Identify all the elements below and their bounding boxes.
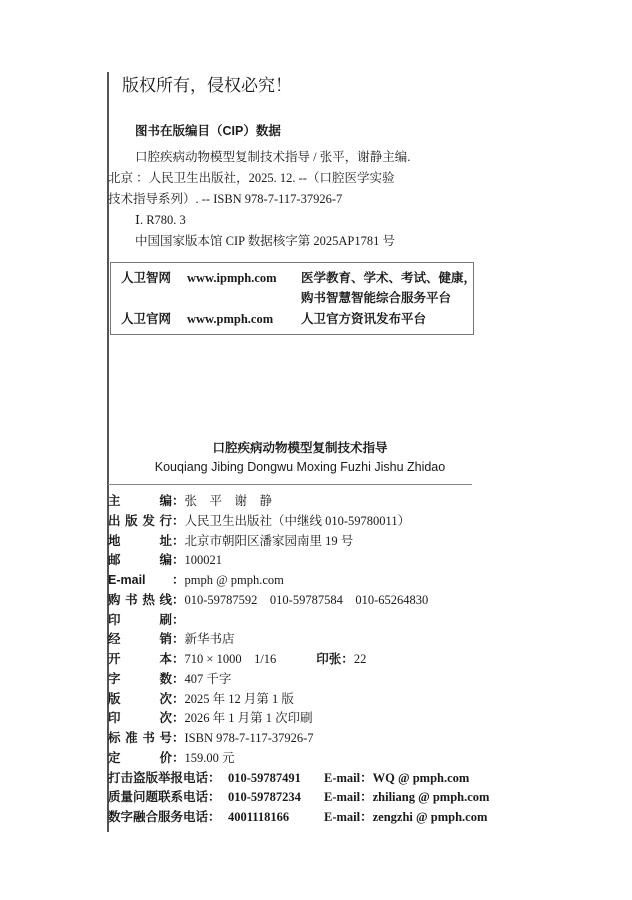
contact-label: 数字融合服务电话： [108, 810, 221, 824]
info-row [108, 493, 272, 510]
colon: ： [172, 592, 185, 607]
info-label: 邮编 [108, 553, 172, 568]
contact-row [108, 770, 469, 787]
colon: ： [172, 750, 185, 765]
info-row [108, 533, 353, 550]
contact-label: 打击盗版举报电话： [108, 770, 221, 785]
info-value: 2026 年 1 月第 1 次印刷 [184, 711, 313, 726]
info-value: 407 千字 [184, 671, 232, 686]
info-row [108, 651, 366, 668]
colon: ： [172, 573, 185, 587]
contact-row [108, 809, 487, 826]
info-label: 版次 [108, 691, 172, 706]
contact-row [108, 789, 489, 806]
colon: ： [172, 632, 185, 647]
info-value: 北京市朝阳区潘家园南里 19 号 [184, 533, 354, 548]
info-row [108, 691, 294, 708]
book-title: 口腔疾病动物模型复制技术指导 [212, 441, 388, 455]
colon: ： [172, 494, 185, 508]
info-value: 2025 年 12 月第 1 版 [184, 691, 294, 706]
info-value: 100021 [184, 553, 223, 568]
info-value: 张 平 谢 静 [184, 494, 273, 508]
info-label: 主编 [108, 494, 172, 508]
info-value: 人民卫生出版社（中继线 010-59780011） [184, 513, 411, 528]
copyright-notice: 版权所有，侵权必究！ [122, 76, 292, 95]
info-row [108, 612, 185, 629]
sheets-label: 印张： [316, 652, 354, 666]
info-label: 字数 [108, 671, 172, 686]
info-value: pmph @ pmph.com [184, 573, 284, 587]
cip-line: 北京 ：人民卫生出版社，2025. 12. --（口腔医学实验 [108, 171, 395, 185]
cip-line: 技术指导系列）. -- ISBN 978-7-117-37926-7 [108, 192, 343, 206]
colon: ： [172, 691, 185, 706]
cip-line: Ⅰ. R780. 3 [135, 213, 186, 227]
info-row [108, 513, 410, 530]
contact-phone: 010-59787234 [228, 790, 301, 805]
info-label: 地址 [108, 533, 172, 548]
site-desc: 购书智慧智能综合服务平台 [301, 291, 452, 305]
info-row [108, 592, 428, 609]
info-row [108, 572, 284, 589]
contact-email[interactable]: E-mail：zhiliang @ pmph.com [324, 790, 490, 805]
colon: ： [172, 731, 185, 745]
site-desc: 人卫官方资讯发布平台 [301, 312, 427, 326]
colon: ： [172, 553, 185, 568]
info-label: 标准书号 [108, 731, 172, 745]
info-row [108, 730, 314, 747]
divider [108, 484, 472, 485]
site-name: 人卫智网 [121, 271, 172, 285]
site-name: 人卫官网 [121, 312, 172, 326]
info-value: 159.00 元 [184, 750, 235, 765]
contact-phone: 010-59787491 [228, 770, 301, 785]
colon: ： [172, 671, 185, 686]
info-label: 定价 [108, 750, 172, 765]
website-box [110, 262, 477, 335]
info-row [108, 671, 231, 688]
contact-email[interactable]: E-mail：zengzhi @ pmph.com [324, 810, 488, 824]
cip-heading: 图书在版编目（CIP）数据 [135, 124, 281, 138]
info-label: E-mail [108, 573, 146, 587]
cip-line: 口腔疾病动物模型复制技术指导 / 张平，谢静主编. [135, 150, 411, 164]
info-label: 购书热线 [108, 592, 172, 607]
contact-label: 质量问题联系电话： [108, 790, 221, 805]
site-url[interactable]: www.pmph.com [187, 312, 274, 326]
contact-phone: 4001118166 [228, 810, 290, 824]
info-row [108, 552, 222, 569]
info-label: 经销 [108, 632, 172, 647]
info-value: 010-59787592 010-59787584 010-65264830 [184, 592, 429, 607]
sheets-value: 22 [353, 652, 367, 666]
colon: ： [172, 612, 185, 627]
colon: ： [172, 513, 185, 528]
colon: ： [172, 533, 185, 548]
colon: ： [172, 652, 185, 666]
info-row [108, 631, 235, 648]
info-label: 出版发行 [108, 513, 172, 528]
contact-email[interactable]: E-mail：WQ @ pmph.com [324, 770, 470, 785]
info-value: 710 × 1000 1/16 [184, 652, 277, 666]
site-desc: 医学教育、学术、考试、健康， [301, 271, 477, 285]
info-label: 印刷 [108, 612, 172, 627]
info-label: 印次 [108, 711, 172, 726]
info-row [108, 750, 235, 767]
info-value: 新华书店 [184, 632, 235, 647]
colon: ： [172, 711, 185, 726]
cip-line: 中国国家版本馆 CIP 数据核字第 2025AP1781 号 [135, 234, 395, 248]
book-title-pinyin: Kouqiang Jibing Dongwu Moxing Fuzhi Jishu Zhidao [154, 460, 446, 474]
info-value: ISBN 978-7-117-37926-7 [184, 731, 314, 745]
info-label: 开本 [108, 652, 172, 666]
site-url[interactable]: www.ipmph.com [187, 271, 277, 285]
info-row [108, 710, 313, 727]
